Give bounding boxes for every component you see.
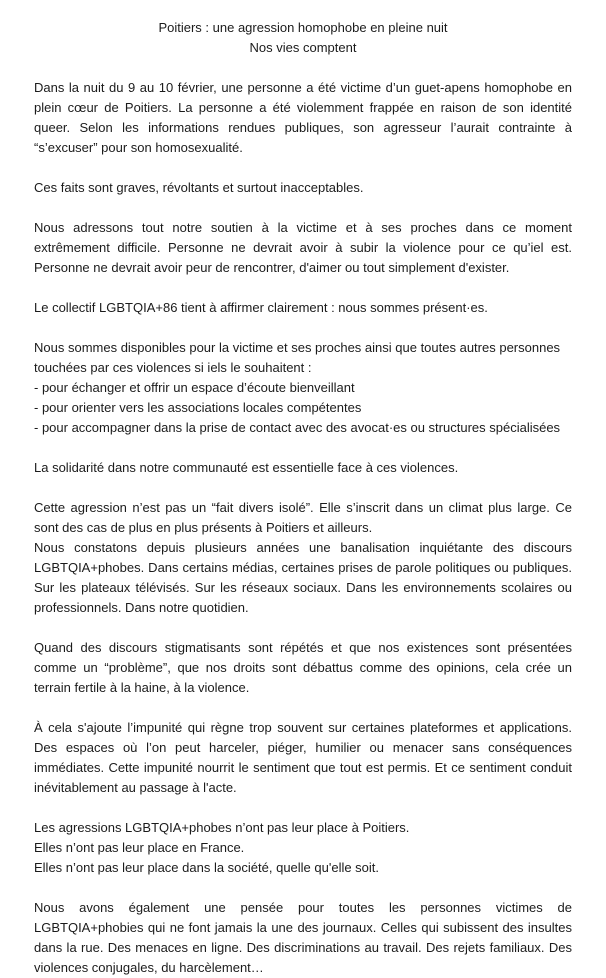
page-subtitle: Nos vies comptent <box>249 40 357 55</box>
paragraph-not-isolated-incident: Cette agression n’est pas un “fait divers isolé”. Elle s’inscrit dans un climat plus large. Ce sont des cas de plus en plus présents à Poitiers et ailleurs. <box>34 500 572 535</box>
paragraph-stigmatising-discourse: Quand des discours stigmatisants sont répétés et que nos existences sont présentées comme un “problème”, que nos droits sont débattus comme des opinions, cela crée un terrain fertile à la haine, à la violence. <box>34 640 572 695</box>
list-item: - pour orienter vers les associations locales compétentes <box>34 400 362 415</box>
list-item: - pour accompagner dans la prise de contact avec des avocat·es ou structures spécialisées <box>34 420 561 435</box>
paragraph-availability-intro: Nous sommes disponibles pour la victime et ses proches ainsi que toutes autres personnes touchées par ces violences si iels le souhaitent : <box>34 340 561 375</box>
statement-line-france: Elles n’ont pas leur place en France. <box>34 840 245 855</box>
paragraph-normalisation-of-hate-speech: Nous constatons depuis plusieurs années une banalisation inquiétante des discours LGBTQIA+phobes. Dans certains médias, certaines prises de parole politiques ou publiques. Sur les plateaux télévisés. Sur les réseaux sociaux. Dans les environnements scolaires ou professionnels. Dans notre quotidien. <box>34 540 572 615</box>
paragraph-collective-statement: Le collectif LGBTQIA+86 tient à affirmer clairement : nous sommes présent·es. <box>34 300 488 315</box>
paragraph-support-message: Nous adressons tout notre soutien à la victime et à ses proches dans ce moment extrêmement difficile. Personne ne devrait avoir à subir la violence pour ce qu’iel est. Personne ne devrait avoir peur de rencontrer, d'aimer ou tout simplement d'exister. <box>34 220 572 275</box>
paragraph-solidarity: La solidarité dans notre communauté est essentielle face à ces violences. <box>34 460 459 475</box>
document-body <box>34 78 572 978</box>
no-place-statement-block <box>34 818 572 878</box>
paragraph-unreported-victims: Nous avons également une pensée pour toutes les personnes victimes de LGBTQIA+phobies qui ne font jamais la une des journaux. Celles qui subissent des insultes dans la rue. Des menaces en ligne. Des discriminations au travail. Des rejets familiaux. Des violences conjugales, du harcèlement… <box>34 900 572 975</box>
statement-line-poitiers: Les agressions LGBTQIA+phobes n’ont pas leur place à Poitiers. <box>34 820 410 835</box>
list-item: - pour échanger et offrir un espace d’écoute bienveillant <box>34 380 355 395</box>
statement-line-society: Elles n’ont pas leur place dans la société, quelle qu'elle soit. <box>34 860 380 875</box>
availability-list <box>34 378 572 438</box>
paragraph-incident-description: Dans la nuit du 9 au 10 février, une personne a été victime d’un guet-apens homophobe en plein cœur de Poitiers. La personne a été violemment frappée en raison de son identité queer. Selon les informations rendues publiques, son agresseur l’aurait contrainte à “s’excuser” pour son homosexualité. <box>34 80 572 155</box>
paragraph-condemnation: Ces faits sont graves, révoltants et surtout inacceptables. <box>34 180 364 195</box>
page-title: Poitiers : une agression homophobe en pleine nuit <box>158 20 448 35</box>
document-heading <box>34 18 572 58</box>
paragraph-online-impunity: À cela s'ajoute l’impunité qui règne trop souvent sur certaines plateformes et applications. Des espaces où l’on peut harceler, piéger, humilier ou menacer sans conséquences immédiates. Cette impunité nourrit le sentiment que tout est permis. Et ce sentiment conduit inévitablement au passage à l'acte. <box>34 720 572 795</box>
